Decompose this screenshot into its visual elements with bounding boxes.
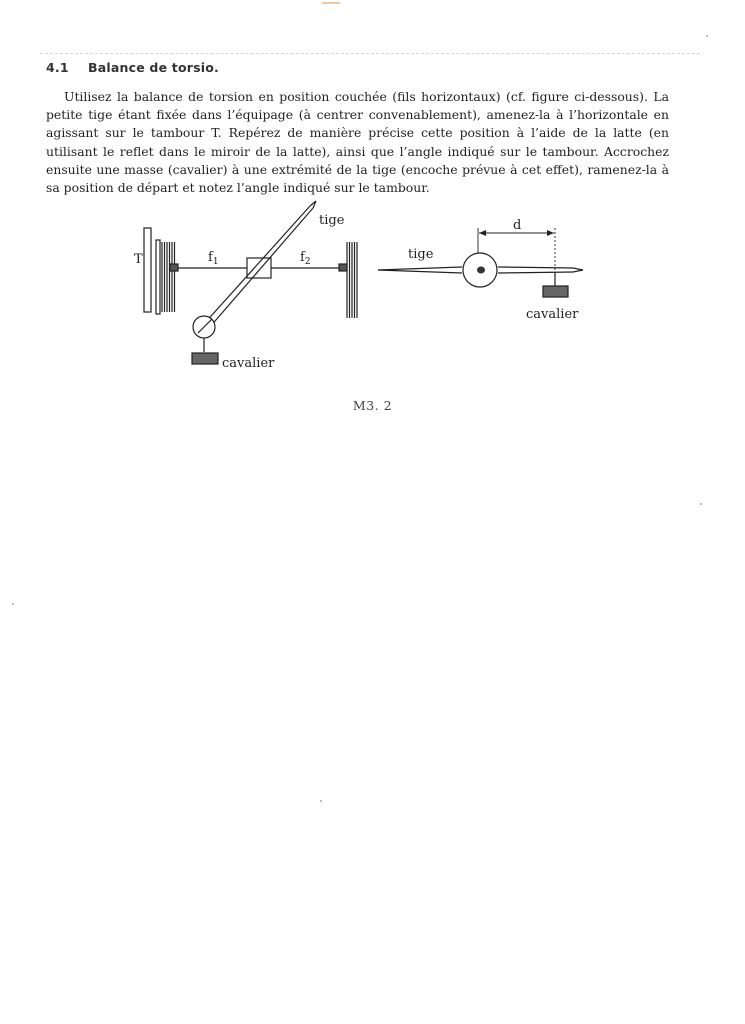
cavalier-label-left: cavalier <box>222 356 275 371</box>
page-number: M3. 2 <box>352 398 393 413</box>
scan-speck <box>12 603 14 605</box>
wire1-label: $f_1$ <box>208 250 219 267</box>
right-diagram <box>378 228 583 297</box>
drum-label: T <box>134 252 143 267</box>
scan-speck <box>322 2 340 4</box>
section-number: 4.1 <box>46 60 69 75</box>
cavalier-label-right: cavalier <box>526 307 579 322</box>
body-paragraph <box>46 88 669 197</box>
drum-t <box>144 228 178 314</box>
header-rule <box>40 53 700 54</box>
scan-speck <box>700 503 702 505</box>
torsion-balance-figure <box>120 200 600 380</box>
cavalier-mass-left <box>192 353 218 364</box>
right-drum <box>339 242 357 318</box>
scan-speck <box>320 800 322 802</box>
section-heading <box>46 60 219 75</box>
wire2-label: $f_2$ <box>300 250 311 267</box>
cavalier-mass-right <box>543 286 568 297</box>
distance-label: d <box>513 218 522 233</box>
rod-label-right: tige <box>408 247 434 262</box>
paragraph-text: Utilisez la balance de torsion en position couchée (fils horizontaux) (cf. figure ci-dessous). La petite tige étant fixée dans l’équipage (à centrer convenablement), amenez-la à l’horizontale en agissant sur le tambour T. Repérez de manière précise cette position à l’aide de la latte (en utilisant le reflet dans le miroir de la latte), ainsi que l’angle indiqué sur le tambour. Accrochez ensuite une masse (cavalier) à une extrémité de la tige (encoche prévue à cet effet), ramenez-la à sa position de départ et notez l’angle indiqué sur le tambour. <box>46 89 669 196</box>
scan-speck <box>706 35 708 37</box>
rod-label-left: tige <box>319 213 345 228</box>
section-title: Balance de torsio. <box>88 60 219 75</box>
